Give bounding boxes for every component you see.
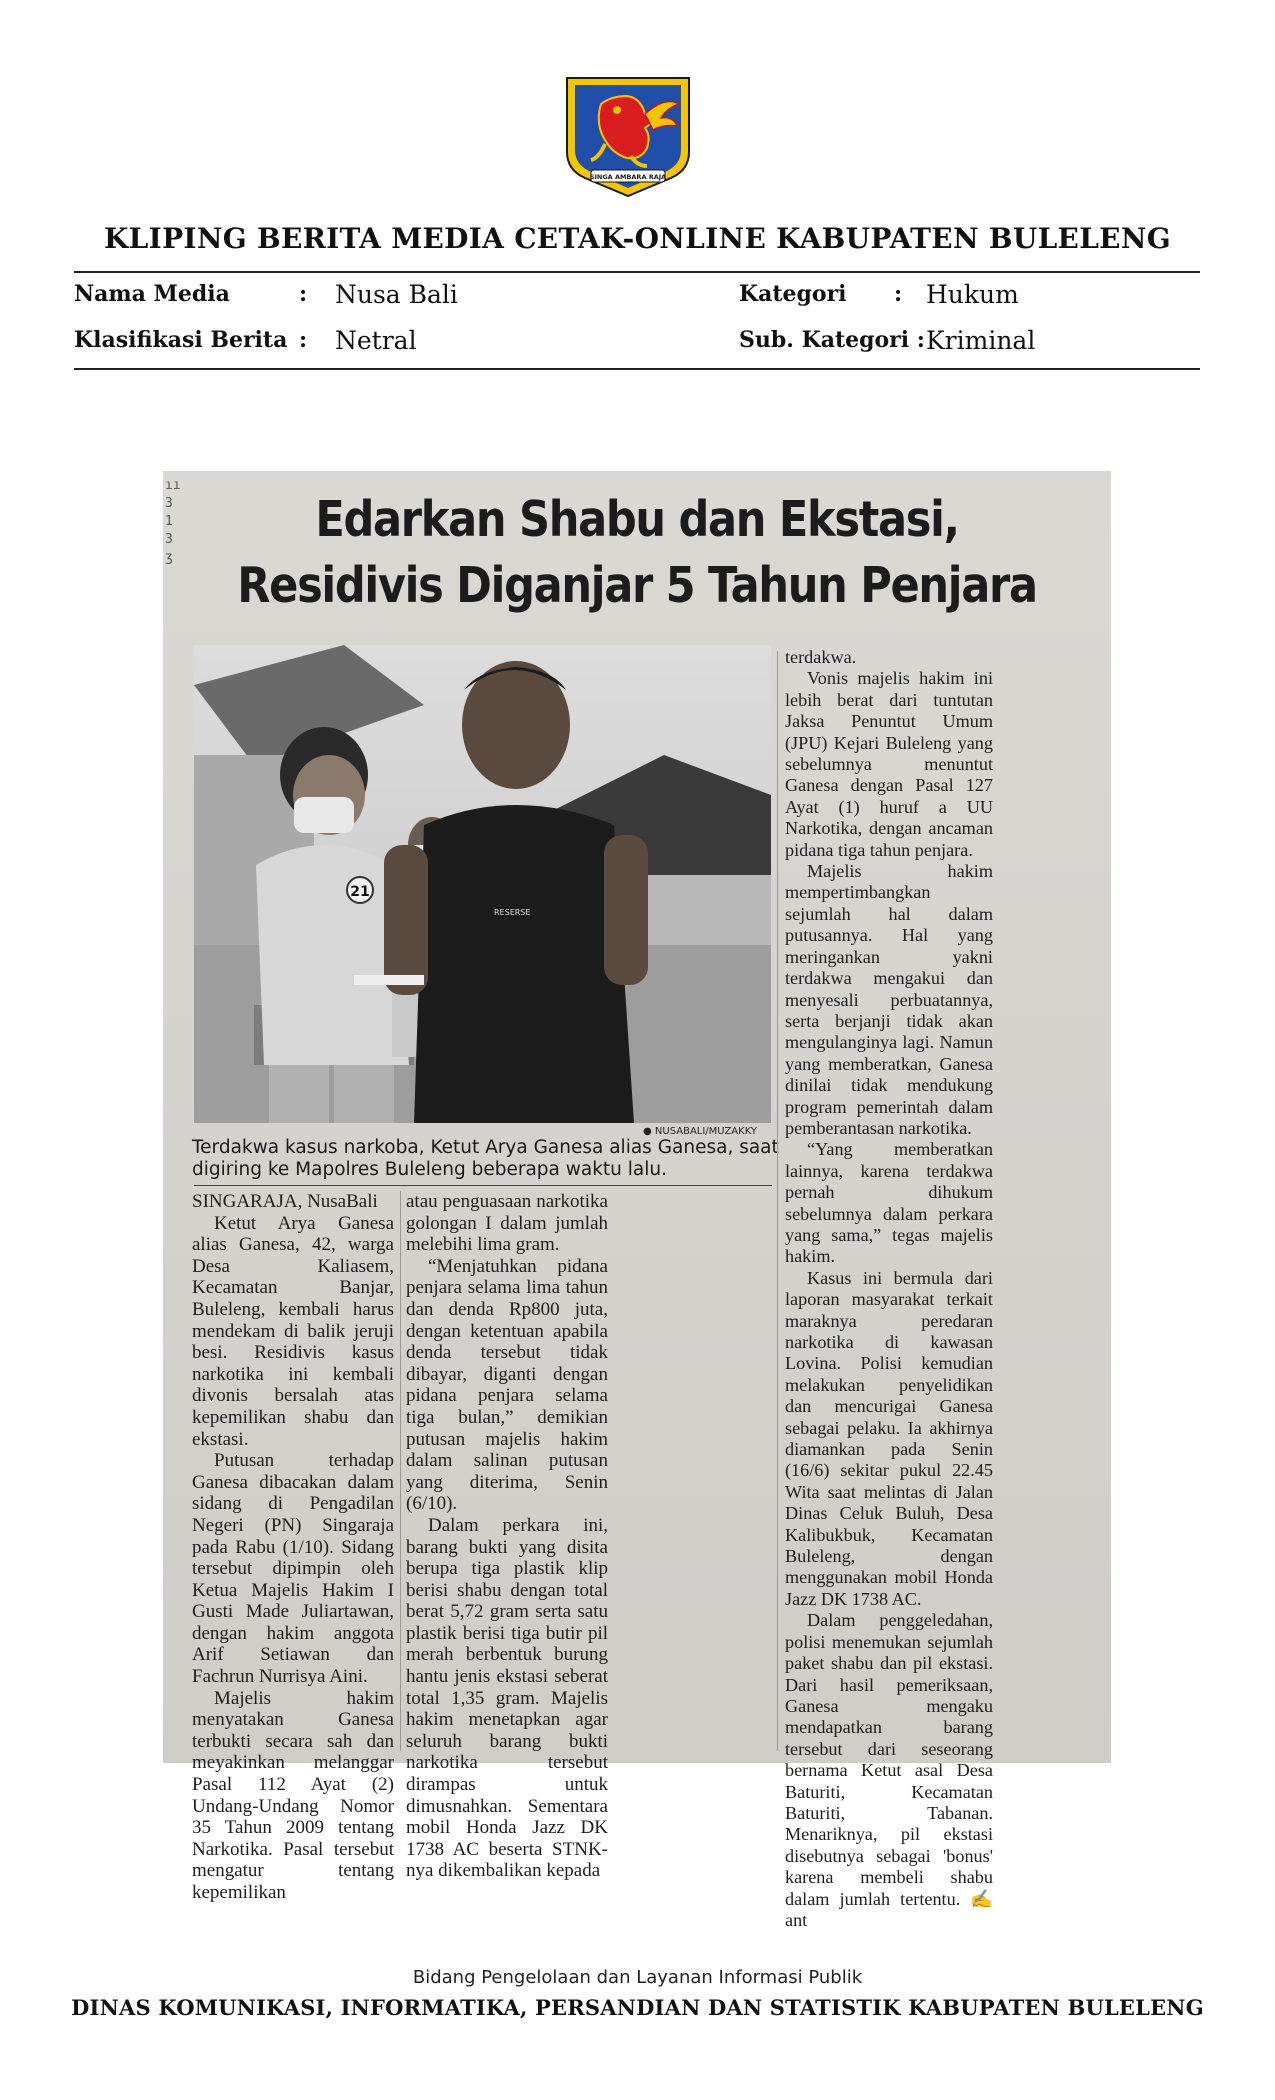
sub-kategori-value: Kriminal: [926, 326, 1036, 355]
paragraph: Putusan terhadap Ganesa dibacakan dalam sidang di Pengadilan Negeri (PN) Singaraja pada Rabu (1/10). Sidang tersebut dipimpin oleh Ketua Majelis Hakim I Gusti Made Juliartawan, dengan hakim anggota Arif Setiawan dan Fachrun Nurrisya Aini.: [192, 1450, 394, 1688]
column-divider: [400, 1191, 401, 1751]
singa-ambara-raja-emblem-icon: [561, 74, 695, 198]
nama-media-value: Nusa Bali: [335, 280, 458, 309]
footer-agency: DINAS KOMUNIKASI, INFORMATIKA, PERSANDIAN DAN STATISTIK KABUPATEN BULELENG: [71, 1995, 1204, 2020]
paragraph: atau penguasaan narkotika golongan I dalam jumlah melebihi lima gram.: [406, 1191, 608, 1256]
paragraph: Dalam penggeledahan, polisi menemukan sejumlah paket shabu dan pil ekstasi. Dari hasil pemeriksaan, Ganesa mengaku mendapatkan barang tersebut dari seseorang bernama Ketut asal Desa Baturiti, Kecamatan Baturiti, Tabanan. Menariknya, pil ekstasi disebutnya sebagai 'bonus' karena membeli shabu dalam jumlah tertentu. ✍ ant: [785, 1610, 993, 1930]
paragraph: terdakwa.: [785, 647, 857, 667]
detainee-number-badge: 21: [350, 884, 370, 900]
paragraph: Majelis hakim menyatakan Ganesa terbukti secara sah dan meyakinkan melanggar Pasal 112 Ayat (2) Undang-Undang Nomor 35 Tahun 2009 tentang Narkotika. Pasal tersebut mengatur tentang kepemilikan: [192, 1687, 394, 1903]
photo-credit: ● NUSABALI/MUZAKKY: [643, 1126, 757, 1137]
headline-line-2: Residivis Diganjar 5 Tahun Penjara: [237, 557, 1037, 614]
header-divider: [74, 271, 1200, 273]
sub-kategori-label: Sub. Kategori :: [739, 327, 925, 353]
nama-media-colon: :: [299, 281, 308, 307]
dateline: SINGARAJA, NusaBali: [192, 1191, 378, 1212]
footer-division: Bidang Pengelolaan dan Layanan Informasi Publik: [412, 1967, 863, 1988]
paragraph: Vonis majelis hakim ini lebih berat dari tuntutan Jaksa Penuntut Umum (JPU) Kejari Buleleng yang sebelumnya menuntut Ganesa dengan Pasal 127 Ayat (1) huruf a UU Narkotika, dengan ancaman pidana tiga tahun penjara.: [785, 668, 993, 860]
paragraph: “Menjatuhkan pidana penjara selama lima tahun dan denda Rp800 juta, dengan ketentuan apabila denda tersebut tidak dibayar, diganti dengan pidana penjara selama tiga bulan,” demikian putusan majelis hakim dalam salinan putusan yang diterima, Senin (6/10).: [406, 1255, 608, 1515]
caption-divider: [194, 1185, 772, 1186]
headline-line-1: Edarkan Shabu dan Ekstasi,: [315, 491, 959, 548]
newspaper-clipping: [163, 471, 1111, 1930]
nama-media-label: Nama Media: [74, 281, 230, 307]
article-column-1: [192, 1191, 394, 1904]
photo-caption: Terdakwa kasus narkoba, Ketut Arya Ganesa alias Ganesa, saat digiring ke Mapolres Buleleng beberapa waktu lalu.: [192, 1137, 779, 1180]
paragraph: Ketut Arya Ganesa alias Ganesa, 42, warga Desa Kaliasem, Kecamatan Banjar, Buleleng, kembali harus mendekam di balik jeruji besi. Residivis kasus narkotika ini kembali divonis bersalah atas kepemilikan shabu dan ekstasi.: [192, 1212, 394, 1450]
article-column-3: [785, 647, 993, 1931]
column-divider: [777, 651, 778, 1751]
paragraph: Majelis hakim mempertimbangkan sejumlah hal dalam putusannya. Hal yang meringankan yakni terdakwa mengakui dan menyesali perbuatannya, serta berjanji tidak akan mengulanginya lagi. Namun yang memberatkan, Ganesa dinilai tidak mendukung program pemerintah dalam pemberantasan narkotika.: [785, 861, 993, 1138]
paragraph: Kasus ini bermula dari laporan masyarakat terkait maraknya peredaran narkotika di kawasan Lovina. Polisi kemudian melakukan penyelidikan dan mencurigai Ganesa sebagai pelaku. Ia akhirnya diamankan pada Senin (16/6) sekitar pukul 22.45 Wita saat melintas di Jalan Dinas Celuk Buluh, Desa Kalibukbuk, Kecamatan Buleleng, dengan menggunakan mobil Honda Jazz DK 1738 AC.: [785, 1267, 993, 1609]
paragraph: “Yang memberatkan lainnya, karena terdakwa pernah dihukum sebelumnya dalam perkara yang sama,” tegas majelis hakim.: [785, 1139, 993, 1267]
meta-divider: [74, 368, 1200, 370]
kategori-value: Hukum: [926, 280, 1019, 309]
news-photo: [194, 645, 771, 1123]
klasifikasi-value: Netral: [335, 326, 417, 355]
article-column-2: [406, 1191, 608, 1882]
page-title: KLIPING BERITA MEDIA CETAK-ONLINE KABUPATEN BULELENG: [104, 222, 1171, 255]
regency-emblem-logo: [561, 74, 695, 198]
logo-text: SINGA AMBARA RAJA: [589, 173, 667, 181]
margin-marks: ıı 3 1 3 ʒ: [165, 478, 181, 565]
kategori-label: Kategori: [739, 281, 847, 307]
klasifikasi-colon: :: [299, 327, 308, 353]
paragraph: Dalam perkara ini, barang bukti yang disita berupa tiga plastik klip berisi shabu dengan total berat 5,72 gram serta satu plastik berisi tiga butir pil merah berbentuk burung hantu jenis ekstasi seberat total 1,35 gram. Majelis hakim menetapkan agar seluruh barang bukti narkotika tersebut dirampas untuk dimusnahkan. Sementara mobil Honda Jazz DK 1738 AC beserta STNK-nya dikembalikan kepada: [406, 1514, 608, 1882]
kategori-colon: :: [894, 281, 903, 307]
klasifikasi-label: Klasifikasi Berita: [74, 327, 288, 353]
officer-vest-text: RESERSE: [494, 908, 531, 917]
